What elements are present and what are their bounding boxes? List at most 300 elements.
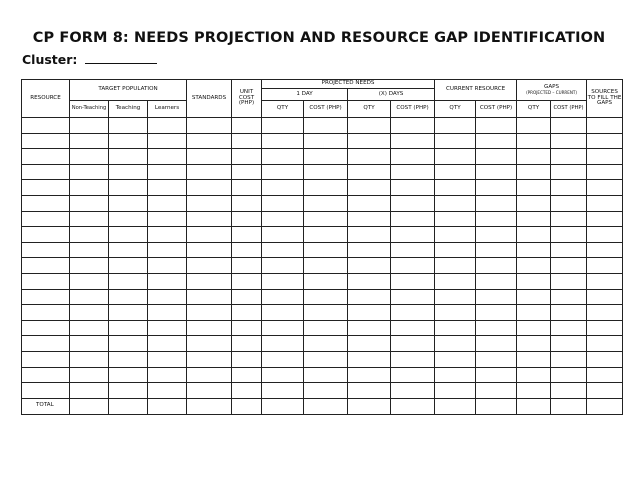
- table-cell[interactable]: [391, 258, 435, 274]
- table-cell[interactable]: [587, 118, 623, 134]
- table-cell[interactable]: [304, 227, 348, 243]
- table-cell[interactable]: [109, 383, 148, 399]
- table-cell[interactable]: [109, 149, 148, 165]
- table-cell[interactable]: [476, 367, 517, 383]
- table-cell[interactable]: [70, 149, 109, 165]
- table-cell[interactable]: [187, 227, 232, 243]
- table-cell[interactable]: [232, 336, 262, 352]
- table-cell[interactable]: [587, 273, 623, 289]
- table-cell[interactable]: [476, 211, 517, 227]
- table-row: [22, 367, 623, 383]
- table-cell[interactable]: [391, 289, 435, 305]
- table-cell[interactable]: [517, 351, 551, 367]
- table-cell[interactable]: [148, 320, 187, 336]
- total-cell[interactable]: [517, 398, 551, 414]
- table-cell[interactable]: [232, 133, 262, 149]
- total-cell[interactable]: [148, 398, 187, 414]
- table-cell[interactable]: [262, 367, 304, 383]
- table-cell[interactable]: [587, 383, 623, 399]
- header-cost-1day: COST (PHP): [304, 101, 348, 118]
- table-cell[interactable]: [517, 289, 551, 305]
- table-cell[interactable]: [551, 351, 587, 367]
- table-cell[interactable]: [435, 118, 476, 134]
- table-cell[interactable]: [262, 383, 304, 399]
- table-cell[interactable]: [391, 149, 435, 165]
- table-cell[interactable]: [148, 211, 187, 227]
- table-cell[interactable]: [348, 118, 391, 134]
- table-cell[interactable]: [262, 195, 304, 211]
- table-cell[interactable]: [22, 118, 70, 134]
- table-cell[interactable]: [587, 149, 623, 165]
- table-cell[interactable]: [187, 273, 232, 289]
- table-cell[interactable]: [22, 242, 70, 258]
- table-cell[interactable]: [148, 273, 187, 289]
- table-cell[interactable]: [262, 180, 304, 196]
- table-cell[interactable]: [22, 180, 70, 196]
- table-cell[interactable]: [109, 258, 148, 274]
- table-cell[interactable]: [551, 227, 587, 243]
- table-cell[interactable]: [70, 383, 109, 399]
- table-cell[interactable]: [187, 305, 232, 321]
- table-cell[interactable]: [476, 320, 517, 336]
- table-cell[interactable]: [22, 336, 70, 352]
- table-cell[interactable]: [109, 367, 148, 383]
- table-cell[interactable]: [70, 351, 109, 367]
- table-cell[interactable]: [70, 195, 109, 211]
- table-cell[interactable]: [232, 242, 262, 258]
- table-cell[interactable]: [262, 211, 304, 227]
- table-cell[interactable]: [70, 336, 109, 352]
- table-cell[interactable]: [391, 133, 435, 149]
- table-cell[interactable]: [262, 289, 304, 305]
- table-cell[interactable]: [517, 118, 551, 134]
- table-cell[interactable]: [22, 383, 70, 399]
- table-cell[interactable]: [435, 383, 476, 399]
- table-cell[interactable]: [435, 149, 476, 165]
- table-cell[interactable]: [232, 320, 262, 336]
- table-cell[interactable]: [304, 367, 348, 383]
- table-cell[interactable]: [262, 242, 304, 258]
- table-cell[interactable]: [187, 367, 232, 383]
- table-cell[interactable]: [391, 305, 435, 321]
- table-cell[interactable]: [304, 149, 348, 165]
- table-cell[interactable]: [551, 195, 587, 211]
- table-cell[interactable]: [22, 351, 70, 367]
- table-cell[interactable]: [304, 211, 348, 227]
- table-cell[interactable]: [187, 180, 232, 196]
- table-cell[interactable]: [348, 180, 391, 196]
- table-cell[interactable]: [187, 211, 232, 227]
- header-sources: SOURCES TO FILL THE GAPS: [587, 80, 623, 118]
- table-cell[interactable]: [70, 164, 109, 180]
- total-cell[interactable]: [187, 398, 232, 414]
- table-cell[interactable]: [435, 211, 476, 227]
- table-cell[interactable]: [517, 227, 551, 243]
- table-row: [22, 383, 623, 399]
- table-cell[interactable]: [22, 305, 70, 321]
- table-cell[interactable]: [70, 227, 109, 243]
- table-cell[interactable]: [70, 367, 109, 383]
- total-cell[interactable]: [391, 398, 435, 414]
- table-cell[interactable]: [476, 305, 517, 321]
- table-cell[interactable]: [109, 118, 148, 134]
- table-cell[interactable]: [551, 242, 587, 258]
- table-cell[interactable]: [262, 258, 304, 274]
- table-cell[interactable]: [109, 133, 148, 149]
- table-cell[interactable]: [262, 351, 304, 367]
- total-cell[interactable]: [348, 398, 391, 414]
- table-cell[interactable]: [348, 383, 391, 399]
- header-target-population: TARGET POPULATION: [70, 80, 187, 101]
- table-cell[interactable]: [232, 273, 262, 289]
- table-cell[interactable]: [517, 164, 551, 180]
- table-cell[interactable]: [435, 164, 476, 180]
- total-cell[interactable]: [551, 398, 587, 414]
- table-cell[interactable]: [551, 273, 587, 289]
- table-cell[interactable]: [391, 227, 435, 243]
- table-cell[interactable]: [232, 164, 262, 180]
- table-cell[interactable]: [232, 180, 262, 196]
- table-body: [22, 118, 623, 415]
- table-cell[interactable]: [435, 258, 476, 274]
- table-cell[interactable]: [348, 133, 391, 149]
- table-cell[interactable]: [187, 258, 232, 274]
- table-cell[interactable]: [232, 118, 262, 134]
- table-cell[interactable]: [187, 195, 232, 211]
- table-cell[interactable]: [109, 289, 148, 305]
- table-cell[interactable]: [148, 367, 187, 383]
- table-cell[interactable]: [517, 211, 551, 227]
- total-cell[interactable]: [109, 398, 148, 414]
- table-cell[interactable]: [435, 336, 476, 352]
- table-cell[interactable]: [22, 273, 70, 289]
- table-cell[interactable]: [391, 180, 435, 196]
- table-cell[interactable]: [476, 258, 517, 274]
- total-cell[interactable]: [304, 398, 348, 414]
- table-cell[interactable]: [435, 367, 476, 383]
- table-cell[interactable]: [391, 273, 435, 289]
- table-cell[interactable]: [232, 289, 262, 305]
- table-cell[interactable]: [348, 289, 391, 305]
- table-cell[interactable]: [348, 242, 391, 258]
- table-cell[interactable]: [70, 242, 109, 258]
- table-cell[interactable]: [587, 227, 623, 243]
- table-cell[interactable]: [148, 180, 187, 196]
- table-cell[interactable]: [304, 383, 348, 399]
- table-cell[interactable]: [187, 336, 232, 352]
- total-cell[interactable]: [70, 398, 109, 414]
- table-cell[interactable]: [476, 195, 517, 211]
- table-cell[interactable]: [109, 351, 148, 367]
- table-cell[interactable]: [551, 320, 587, 336]
- table-cell[interactable]: [517, 305, 551, 321]
- table-row: [22, 242, 623, 258]
- table-cell[interactable]: [587, 336, 623, 352]
- table-cell[interactable]: [109, 242, 148, 258]
- table-cell[interactable]: [232, 149, 262, 165]
- table-cell[interactable]: [187, 149, 232, 165]
- table-cell[interactable]: [551, 383, 587, 399]
- table-cell[interactable]: [304, 289, 348, 305]
- table-cell[interactable]: [187, 164, 232, 180]
- table-cell[interactable]: [517, 195, 551, 211]
- table-cell[interactable]: [435, 133, 476, 149]
- table-cell[interactable]: [517, 273, 551, 289]
- table-cell[interactable]: [304, 351, 348, 367]
- table-cell[interactable]: [22, 227, 70, 243]
- table-cell[interactable]: [304, 305, 348, 321]
- table-cell[interactable]: [70, 211, 109, 227]
- table-cell[interactable]: [232, 211, 262, 227]
- table-cell[interactable]: [517, 180, 551, 196]
- table-cell[interactable]: [109, 180, 148, 196]
- table-cell[interactable]: [551, 211, 587, 227]
- table-cell[interactable]: [22, 133, 70, 149]
- table-cell[interactable]: [391, 211, 435, 227]
- table-cell[interactable]: [348, 336, 391, 352]
- table-cell[interactable]: [391, 195, 435, 211]
- table-cell[interactable]: [551, 180, 587, 196]
- table-cell[interactable]: [348, 227, 391, 243]
- table-cell[interactable]: [148, 133, 187, 149]
- table-cell[interactable]: [476, 133, 517, 149]
- table-cell[interactable]: [587, 320, 623, 336]
- table-cell[interactable]: [148, 383, 187, 399]
- header-x-days: (X) DAYS: [348, 89, 435, 101]
- total-cell[interactable]: [435, 398, 476, 414]
- table-cell[interactable]: [551, 336, 587, 352]
- table-cell[interactable]: [70, 180, 109, 196]
- table-cell[interactable]: [391, 242, 435, 258]
- table-cell[interactable]: [476, 149, 517, 165]
- table-cell[interactable]: [348, 305, 391, 321]
- table-cell[interactable]: [435, 305, 476, 321]
- table-cell[interactable]: [551, 133, 587, 149]
- table-cell[interactable]: [587, 195, 623, 211]
- table-cell[interactable]: [148, 118, 187, 134]
- table-cell[interactable]: [551, 305, 587, 321]
- table-cell[interactable]: [391, 336, 435, 352]
- table-cell[interactable]: [476, 273, 517, 289]
- table-cell[interactable]: [187, 118, 232, 134]
- table-cell[interactable]: [551, 289, 587, 305]
- table-cell[interactable]: [517, 367, 551, 383]
- table-cell[interactable]: [70, 133, 109, 149]
- table-cell[interactable]: [22, 367, 70, 383]
- table-cell[interactable]: [551, 258, 587, 274]
- table-cell[interactable]: [587, 133, 623, 149]
- table-cell[interactable]: [232, 383, 262, 399]
- total-cell[interactable]: [587, 398, 623, 414]
- table-cell[interactable]: [476, 336, 517, 352]
- table-cell[interactable]: [348, 320, 391, 336]
- table-cell[interactable]: [22, 289, 70, 305]
- table-cell[interactable]: [551, 149, 587, 165]
- table-cell[interactable]: [70, 289, 109, 305]
- table-cell[interactable]: [304, 118, 348, 134]
- table-cell[interactable]: [187, 320, 232, 336]
- table-cell[interactable]: [187, 351, 232, 367]
- table-cell[interactable]: [391, 164, 435, 180]
- table-cell[interactable]: [22, 211, 70, 227]
- table-cell[interactable]: [109, 164, 148, 180]
- table-cell[interactable]: [262, 164, 304, 180]
- table-cell[interactable]: [232, 258, 262, 274]
- table-cell[interactable]: [587, 211, 623, 227]
- table-cell[interactable]: [517, 336, 551, 352]
- table-cell[interactable]: [348, 351, 391, 367]
- table-cell[interactable]: [304, 180, 348, 196]
- table-cell[interactable]: [476, 227, 517, 243]
- cluster-input-line[interactable]: [85, 52, 157, 64]
- table-cell[interactable]: [148, 258, 187, 274]
- table-cell[interactable]: [476, 164, 517, 180]
- table-cell[interactable]: [109, 273, 148, 289]
- table-cell[interactable]: [148, 336, 187, 352]
- table-cell[interactable]: [435, 195, 476, 211]
- table-cell[interactable]: [148, 164, 187, 180]
- table-cell[interactable]: [348, 211, 391, 227]
- table-cell[interactable]: [435, 351, 476, 367]
- cluster-field: [22, 52, 157, 67]
- table-cell[interactable]: [587, 180, 623, 196]
- table-cell[interactable]: [262, 149, 304, 165]
- table-cell[interactable]: [587, 258, 623, 274]
- table-cell[interactable]: [551, 164, 587, 180]
- table-cell[interactable]: [70, 305, 109, 321]
- table-cell[interactable]: [262, 320, 304, 336]
- table-cell[interactable]: [391, 383, 435, 399]
- table-cell[interactable]: [348, 149, 391, 165]
- table-cell[interactable]: [22, 258, 70, 274]
- table-cell[interactable]: [517, 383, 551, 399]
- table-cell[interactable]: [109, 211, 148, 227]
- header-non-teaching: Non-Teaching: [70, 101, 109, 118]
- table-cell[interactable]: [348, 258, 391, 274]
- table-cell[interactable]: [587, 242, 623, 258]
- table-cell[interactable]: [587, 164, 623, 180]
- total-cell[interactable]: [262, 398, 304, 414]
- table-cell[interactable]: [391, 351, 435, 367]
- table-cell[interactable]: [304, 273, 348, 289]
- table-cell[interactable]: [232, 351, 262, 367]
- table-cell[interactable]: [304, 320, 348, 336]
- table-cell[interactable]: [232, 305, 262, 321]
- table-cell[interactable]: [435, 227, 476, 243]
- table-row: [22, 351, 623, 367]
- table-cell[interactable]: [304, 242, 348, 258]
- total-cell[interactable]: [476, 398, 517, 414]
- table-cell[interactable]: [148, 289, 187, 305]
- table-cell[interactable]: [348, 273, 391, 289]
- table-cell[interactable]: [435, 289, 476, 305]
- table-cell[interactable]: [587, 289, 623, 305]
- table-cell[interactable]: [587, 367, 623, 383]
- table-cell[interactable]: [476, 180, 517, 196]
- table-cell[interactable]: [109, 305, 148, 321]
- header-projected-needs: PROJECTED NEEDS: [262, 80, 435, 89]
- table-cell[interactable]: [187, 133, 232, 149]
- table-cell[interactable]: [435, 320, 476, 336]
- table-cell[interactable]: [70, 320, 109, 336]
- table-cell[interactable]: [391, 367, 435, 383]
- table-cell[interactable]: [304, 164, 348, 180]
- table-cell[interactable]: [262, 227, 304, 243]
- header-cost-current: COST (PHP): [476, 101, 517, 118]
- table-cell[interactable]: [476, 351, 517, 367]
- table-cell[interactable]: [148, 305, 187, 321]
- table-cell[interactable]: [232, 227, 262, 243]
- total-cell[interactable]: [232, 398, 262, 414]
- form-title: CP FORM 8: NEEDS PROJECTION AND RESOURCE GAP IDENTIFICATION: [32, 30, 606, 46]
- table-cell[interactable]: [262, 118, 304, 134]
- table-cell[interactable]: [517, 133, 551, 149]
- table-cell[interactable]: [391, 118, 435, 134]
- table-cell[interactable]: [587, 351, 623, 367]
- table-cell[interactable]: [348, 367, 391, 383]
- table-cell[interactable]: [22, 195, 70, 211]
- table-cell[interactable]: [187, 289, 232, 305]
- table-cell[interactable]: [109, 195, 148, 211]
- table-cell[interactable]: [187, 383, 232, 399]
- table-cell[interactable]: [435, 273, 476, 289]
- table-cell[interactable]: [70, 258, 109, 274]
- table-cell[interactable]: [476, 118, 517, 134]
- table-cell[interactable]: [232, 367, 262, 383]
- table-cell[interactable]: [348, 195, 391, 211]
- table-cell[interactable]: [348, 164, 391, 180]
- table-cell[interactable]: [148, 149, 187, 165]
- table-row: [22, 133, 623, 149]
- table-cell[interactable]: [148, 227, 187, 243]
- table-cell[interactable]: [517, 242, 551, 258]
- table-cell[interactable]: [70, 118, 109, 134]
- table-cell[interactable]: [232, 195, 262, 211]
- table-cell[interactable]: [587, 305, 623, 321]
- table-cell[interactable]: [517, 258, 551, 274]
- table-cell[interactable]: [476, 383, 517, 399]
- table-cell[interactable]: [517, 320, 551, 336]
- table-cell[interactable]: [22, 164, 70, 180]
- table-cell[interactable]: [187, 242, 232, 258]
- table-cell[interactable]: [551, 367, 587, 383]
- table-cell[interactable]: [517, 149, 551, 165]
- table-cell[interactable]: [70, 273, 109, 289]
- table-cell[interactable]: [148, 195, 187, 211]
- table-cell[interactable]: [304, 195, 348, 211]
- table-cell[interactable]: [262, 133, 304, 149]
- table-cell[interactable]: [476, 242, 517, 258]
- table-cell[interactable]: [391, 320, 435, 336]
- table-cell[interactable]: [476, 289, 517, 305]
- table-cell[interactable]: [148, 351, 187, 367]
- table-cell[interactable]: [109, 227, 148, 243]
- table-cell[interactable]: [262, 336, 304, 352]
- table-cell[interactable]: [262, 273, 304, 289]
- table-cell[interactable]: [22, 320, 70, 336]
- table-cell[interactable]: [148, 242, 187, 258]
- table-cell[interactable]: [109, 336, 148, 352]
- table-cell[interactable]: [262, 305, 304, 321]
- table-cell[interactable]: [304, 133, 348, 149]
- table-cell[interactable]: [435, 242, 476, 258]
- table-cell[interactable]: [304, 258, 348, 274]
- table-cell[interactable]: [304, 336, 348, 352]
- table-cell[interactable]: [109, 320, 148, 336]
- table-cell[interactable]: [551, 118, 587, 134]
- table-cell[interactable]: [435, 180, 476, 196]
- table-cell[interactable]: [22, 149, 70, 165]
